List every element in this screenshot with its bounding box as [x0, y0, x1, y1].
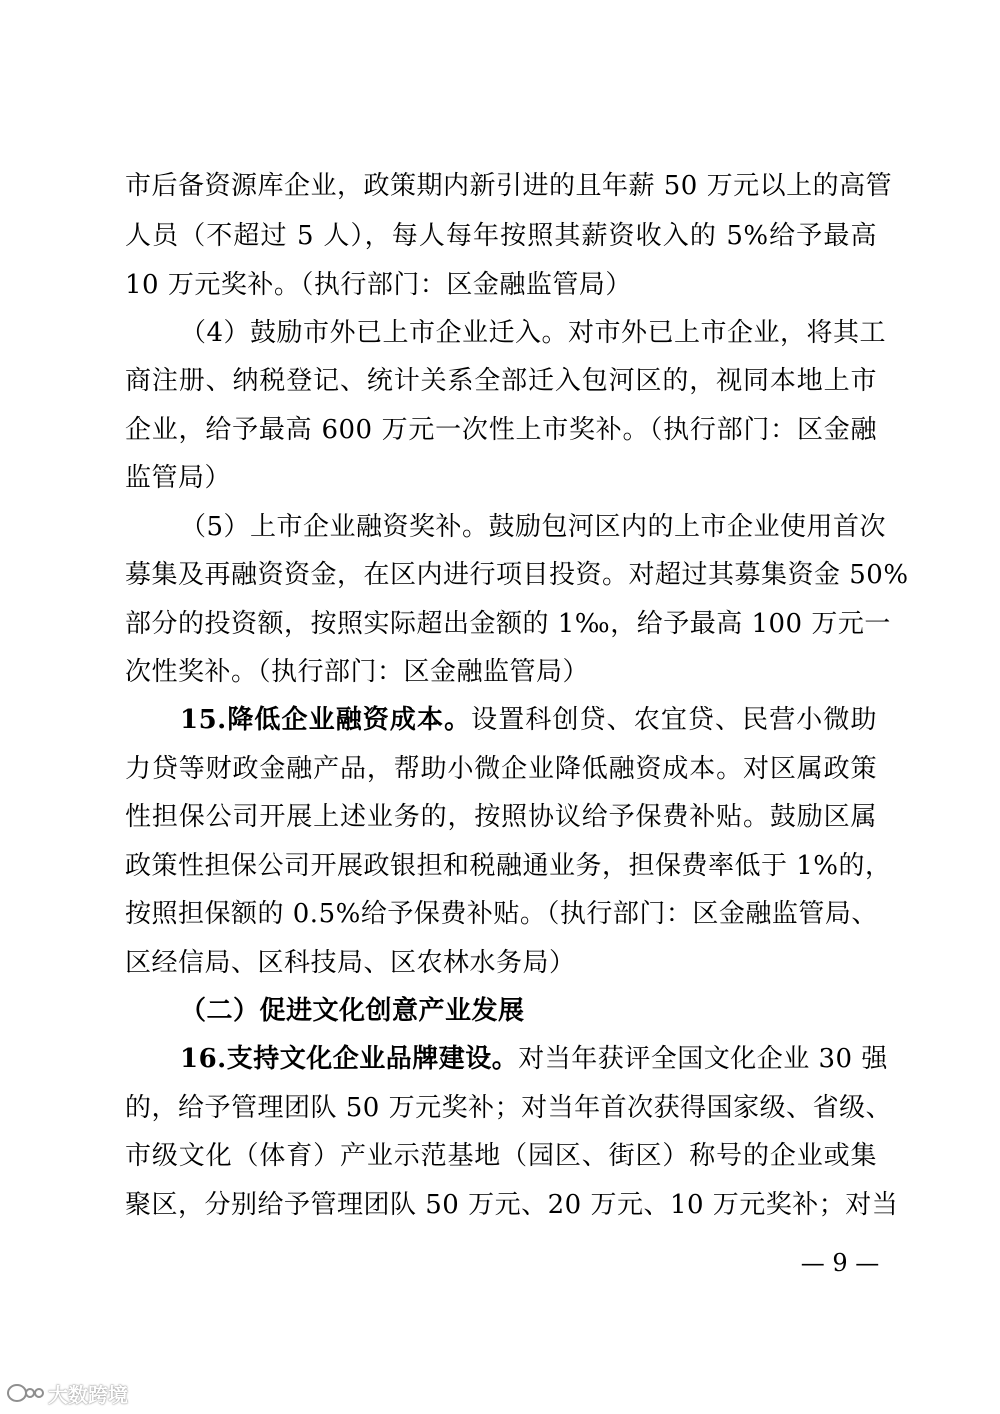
body-line: 市后备资源库企业，政策期内新引进的且年薪 50 万元以上的高管	[125, 171, 893, 201]
body-line: 企业，给予最高 600 万元一次性上市奖补。（执行部门：区金融	[125, 415, 877, 445]
body-line: 聚区，分别给予管理团队 50 万元、20 万元、10 万元奖补；对当	[125, 1190, 899, 1220]
body-line: 政策性担保公司开展政银担和税融通业务，担保费率低于 1%的，	[125, 851, 892, 881]
item-16-first-line	[180, 1039, 888, 1079]
body-line: 部分的投资额，按照实际超出金额的 1‰，给予最高 100 万元一	[125, 609, 891, 639]
section-heading: （二）促进文化创意产业发展	[180, 996, 525, 1026]
watermark	[6, 1378, 128, 1408]
body-line: 人员（不超过 5 人），每人每年按照其薪资收入的 5%给予最高	[125, 221, 877, 251]
page-number: — 9 —	[800, 1249, 880, 1277]
item-15-heading: 15.降低企业融资成本。	[180, 705, 472, 735]
item-16-text: 对当年获评全国文化企业 30 强	[518, 1044, 888, 1074]
body-line: 性担保公司开展上述业务的，按照协议给予保费补贴。鼓励区属	[125, 802, 877, 832]
body-line: 募集及再融资资金，在区内进行项目投资。对超过其募集资金 50%	[125, 560, 909, 590]
body-line: （4）鼓励市外已上市企业迁入。对市外已上市企业，将其工	[180, 318, 887, 348]
body-line: 力贷等财政金融产品，帮助小微企业降低融资成本。对区属政策	[125, 754, 877, 784]
chat-bubbles-icon	[6, 1381, 44, 1405]
body-line: （5）上市企业融资奖补。鼓励包河区内的上市企业使用首次	[180, 512, 887, 542]
body-line: 市级文化（体育）产业示范基地（园区、街区）称号的企业或集	[125, 1141, 877, 1171]
body-line: 区经信局、区科技局、区农林水务局）	[125, 948, 576, 978]
watermark-text: 大数跨境	[48, 1382, 128, 1407]
body-line: 10 万元奖补。（执行部门：区金融监管局）	[125, 270, 632, 300]
body-line: 监管局）	[125, 463, 232, 493]
body-line: 商注册、纳税登记、统计关系全部迁入包河区的，视同本地上市	[125, 366, 877, 396]
item-15-first-line	[180, 700, 877, 740]
body-line: 次性奖补。（执行部门：区金融监管局）	[125, 657, 590, 687]
item-16-heading: 16.支持文化企业品牌建设。	[180, 1044, 519, 1074]
body-line: 按照担保额的 0.5%给予保费补贴。（执行部门：区金融监管局、	[125, 899, 878, 929]
item-15-text: 设置科创贷、农宜贷、民营小微助	[471, 705, 877, 735]
body-line: 的，给予管理团队 50 万元奖补；对当年首次获得国家级、省级、	[125, 1093, 893, 1123]
